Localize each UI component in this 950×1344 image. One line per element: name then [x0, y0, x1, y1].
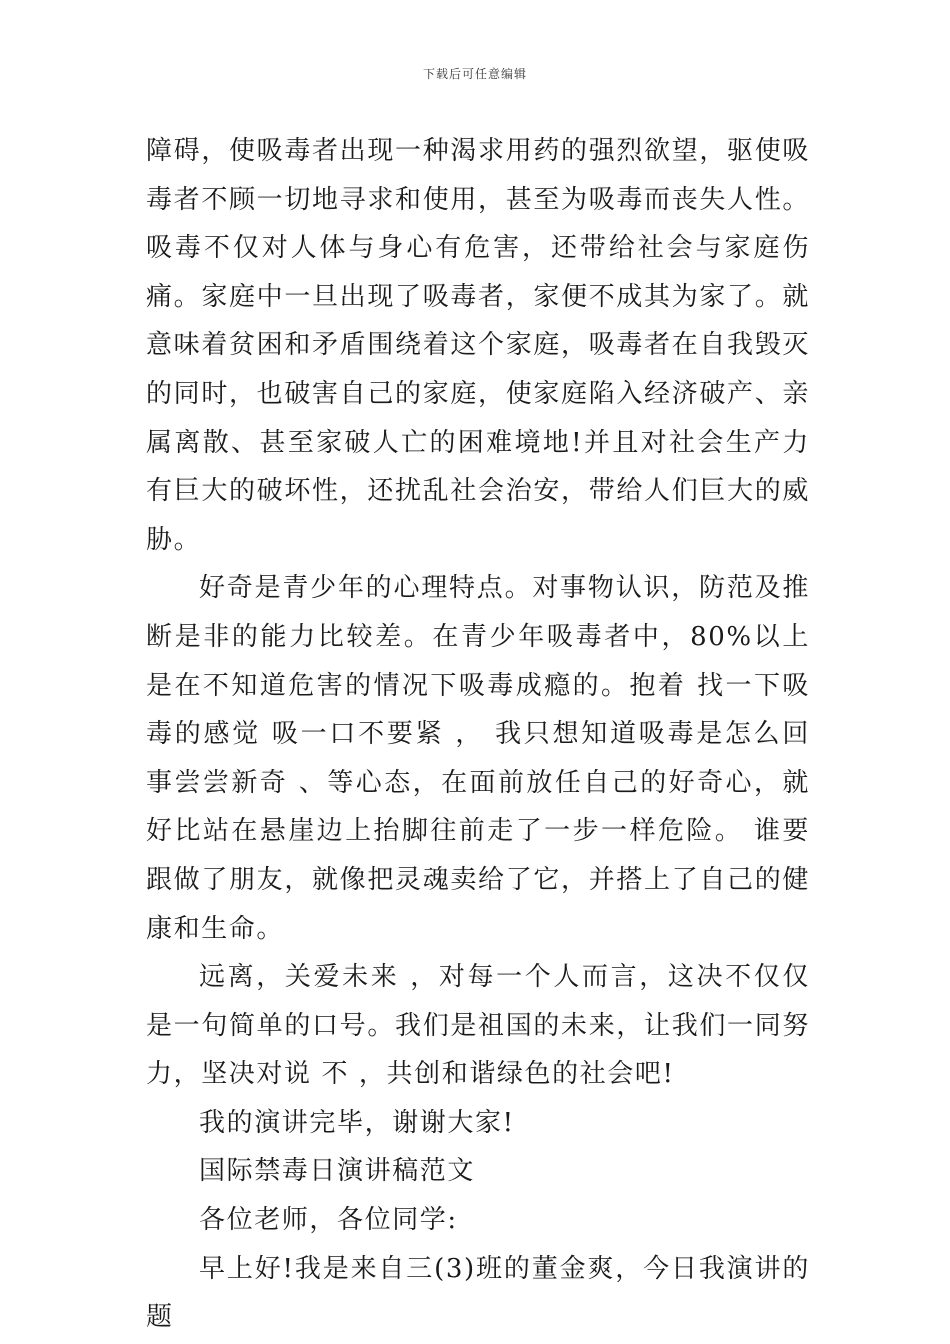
paragraph-3: 远离，关爱未来 ，对每一个人而言，这决不仅仅是一句简单的口号。我们是祖国的未来，让我们一同努力，坚决对说 不 ，共创和谐绿色的社会吧!: [146, 962, 810, 1090]
paragraph-7: 早上好!我是来自三(3)班的董金爽，今日我演讲的题: [146, 1253, 810, 1333]
paragraph-1: 障碍，使吸毒者出现一种渴求用药的强烈欲望，驱使吸毒者不顾一切地寻求和使用，甚至为吸毒而丧失人性。吸毒不仅对人体与身心有危害，还带给社会与家庭伤痛。家庭中一旦出现了吸毒者，家便不成其为家了。就意味着贫困和矛盾围绕着这个家庭，吸毒者在自我毁灭的同时，也破害自己的家庭，使家庭陷入经济破产、亲属离散、甚至家破人亡的困难境地!并且对社会生产力有巨大的破坏性，还扰乱社会治安，带给人们巨大的威胁。: [146, 136, 810, 555]
paragraph-4: 我的演讲完毕，谢谢大家!: [199, 1107, 515, 1138]
paragraph-5: 国际禁毒日演讲稿范文: [199, 1156, 476, 1187]
paragraph-6: 各位老师，各位同学:: [199, 1205, 458, 1236]
document-body: [146, 127, 810, 1342]
page-header: 下载后可任意编辑: [422, 67, 527, 81]
paragraph-2: 好奇是青少年的心理特点。对事物认识，防范及推断是非的能力比较差。在青少年吸毒者中，80%以上是在不知道危害的情况下吸毒成瘾的。抱着 找一下吸毒的感觉 吸一口不要紧 ， 我只想知道吸毒是怎么回事尝尝新奇 、等心态，在面前放任自己的好奇心，就好比站在悬崖边上抬脚往前走了一步一样危险。 谁要跟做了朋友，就像把灵魂卖给了它，并搭上了自己的健康和生命。: [146, 573, 810, 944]
